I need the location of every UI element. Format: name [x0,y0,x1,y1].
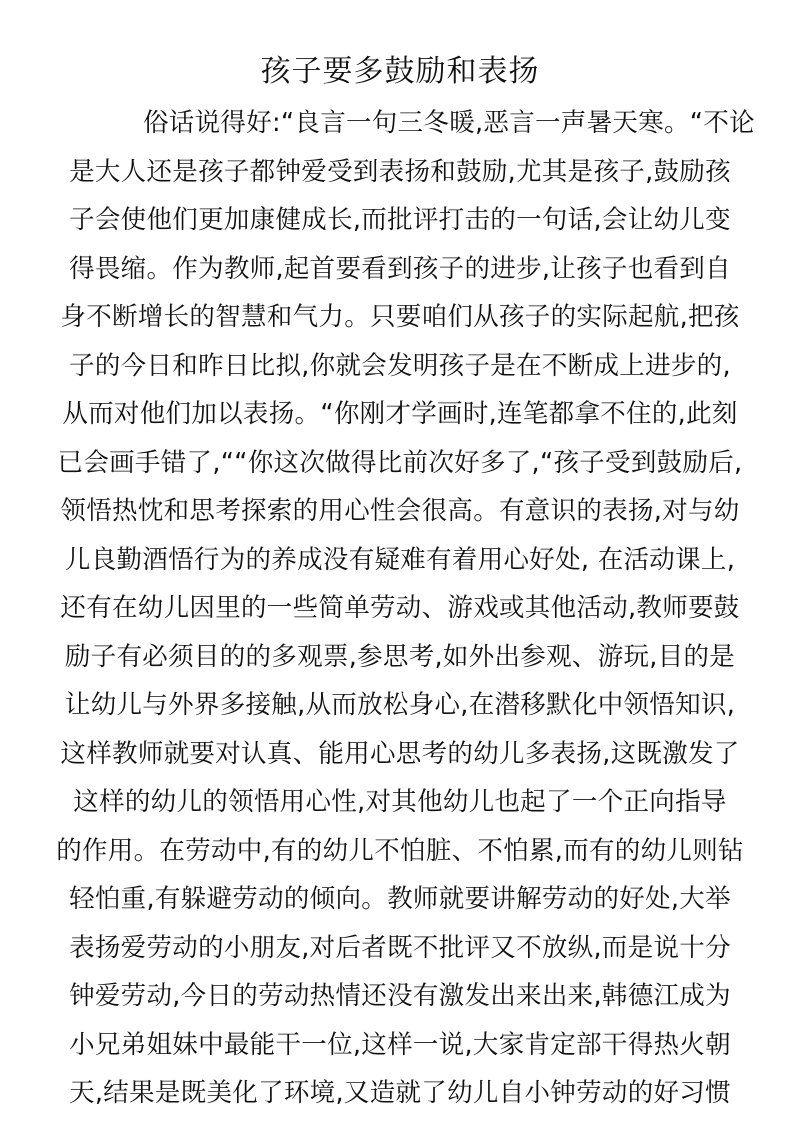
text-line: 天,结果是既美化了环境,又造就了幼儿自小钟劳动的好习惯 [69,1078,731,1108]
text-line: 这样教师就要对认真、能用心思考的幼儿多表扬,这既激发了 [60,738,740,769]
text-line: 让幼儿与外界多接触,从而放松身心,在潜移默化中领悟知识, [64,690,736,720]
document-title: 孩子要多鼓励和表扬 [260,54,540,89]
text-line: 得畏缩。作为教师,起首要看到孩子的进步,让孩子也看到自 [69,253,731,284]
text-line: 轻怕重,有躲避劳动的倾向。教师就要讲解劳动的好处,大举 [69,884,731,914]
text-line: 励子有必须目的的多观票,参思考,如外出参观、游玩,目的是 [64,641,736,672]
text-line: 子的今日和昨日比拟,你就会发明孩子是在不断成上进步的, [69,350,731,381]
text-line: 俗话说得好:“良言一句三冬暖,恶言一声暑天寒。“不论 [143,108,755,138]
text-line: 表扬爱劳动的小朋友,对后者既不批评又不放纵,而是说十分 [69,932,731,963]
text-line: 已会画手错了,““你这次做得比前次好多了,“孩子受到鼓励后, [57,447,743,478]
document-body [0,103,800,1122]
text-line: 的作用。在劳动中,有的幼儿不怕脏、不怕累,而有的幼儿则钻 [56,835,744,866]
text-line: 是大人还是孩子都钟爱受到表扬和鼓励,尤其是孩子,鼓励孩 [69,156,731,187]
text-line: 儿良勤酒悟行为的养成没有疑难有着用心好处, 在活动课上, [64,544,736,575]
text-line: 还有在幼儿因里的一些简单劳动、游戏或其他活动,教师要鼓 [60,593,740,623]
text-line: 身不断增长的智慧和气力。只要咱们从孩子的实际起航,把孩 [60,302,740,332]
text-line: 这样的幼儿的领悟用心性,对其他幼儿也起了一个正向指导 [73,787,727,817]
text-line: 小兄弟姐妹中最能干一位,这样一说,大家肯定部干得热火朝 [69,1029,731,1060]
text-line: 钟爱劳动,今日的劳动热情还没有激发出来出来,韩德江成为 [69,981,731,1011]
text-line: 领悟热忱和思考探索的用心性会很高。有意识的表扬,对与幼 [60,496,740,526]
text-line: 子会使他们更加康健成长,而批评打击的一句话,会让幼儿变 [69,205,731,235]
text-line: 从而对他们加以表扬。“你刚才学画时,连笔都拿不住的,此刻 [62,399,738,429]
